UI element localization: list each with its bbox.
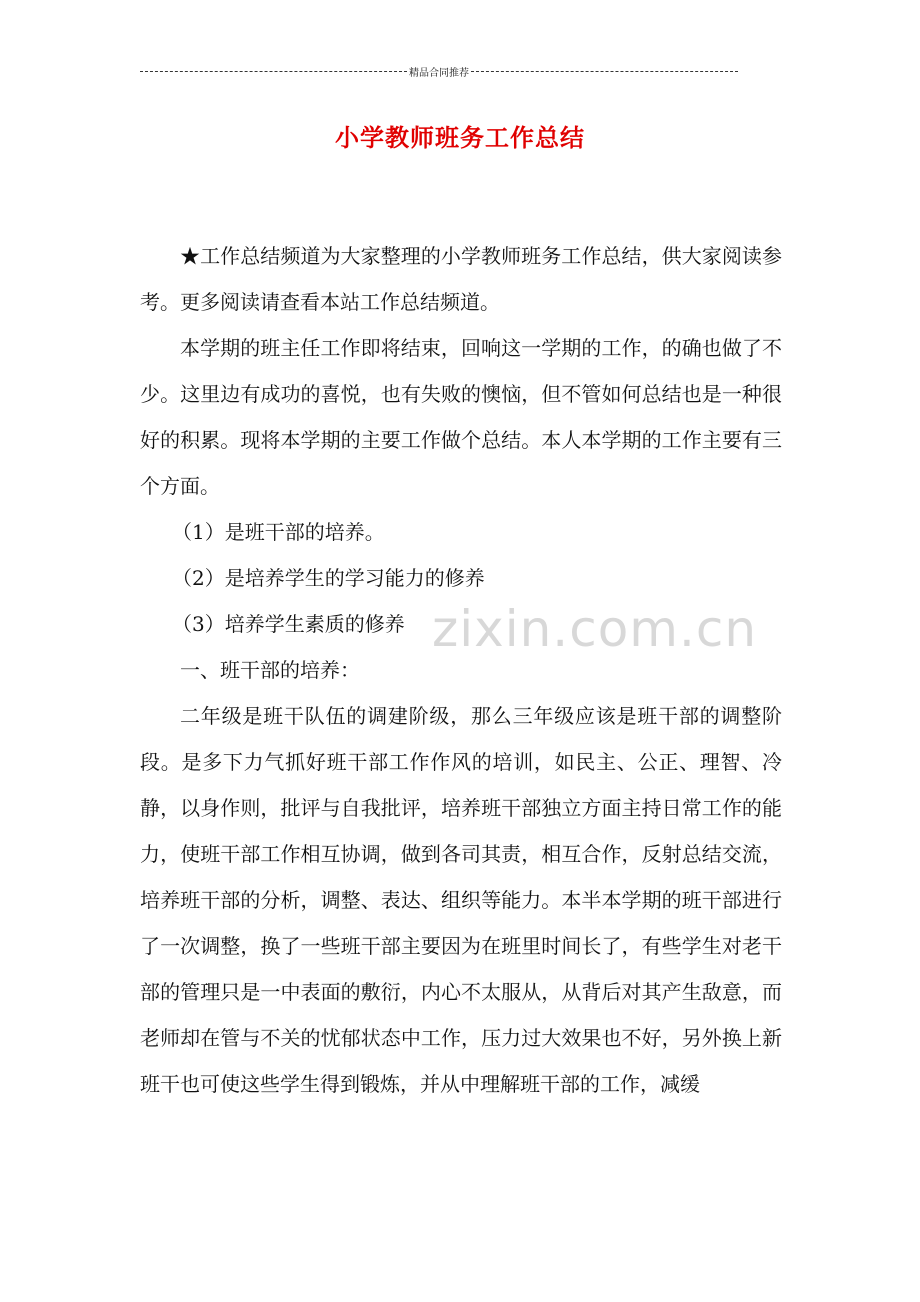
paragraph-intro: ★工作总结频道为大家整理的小学教师班务工作总结，供大家阅读参考。更多阅读请查看本站工作总结频道。 — [140, 244, 782, 314]
paragraph-section-1: 二年级是班干队伍的调建阶级，那么三年级应该是班干部的调整阶段。是多下力气抓好班干部工作作风的培训，如民主、公正、理智、冷静，以身作则，批评与自我批评，培养班干部独立方面主持日常工作的能力，使班干部工作相互协调，做到各司其责，相互合作，反射总结交流，培养班干部的分析，调整、表达、组织等能力。本半本学期的班干部进行了一次调整，换了一些班干部主要因为在班里时间长了，有些学生对老干部的管理只是一中表面的敷衍，内心不太服从，从背后对其产生敌意，而老师却在管与不关的忧郁状态中工作，压力过大效果也不好，另外换上新班干也可使这些学生得到锻炼，并从中理解班干部的工作，减缓 — [140, 704, 782, 1096]
document-body — [140, 233, 782, 1107]
header-label: 精品合同推荐 — [409, 68, 469, 79]
list-item: （1）是班干部的培养。 — [172, 520, 385, 544]
header-divider-right — [471, 71, 738, 72]
document-title: 小学教师班务工作总结 — [335, 123, 585, 152]
watermark: zixin.com.cn — [432, 600, 758, 658]
header-divider-left — [140, 71, 407, 72]
list-item: （3）培养学生素质的修养 — [172, 612, 405, 636]
section-heading: 一、班干部的培养： — [180, 658, 360, 682]
list-item: （2）是培养学生的学习能力的修养 — [172, 566, 485, 590]
paragraph-overview: 本学期的班主任工作即将结束，回响这一学期的工作，的确也做了不少。这里边有成功的喜悦，也有失败的懊恼，但不管如何总结也是一种很好的积累。现将本学期的主要工作做个总结。本人本学期的工作主要有三个方面。 — [140, 336, 782, 498]
page-header — [140, 64, 738, 79]
